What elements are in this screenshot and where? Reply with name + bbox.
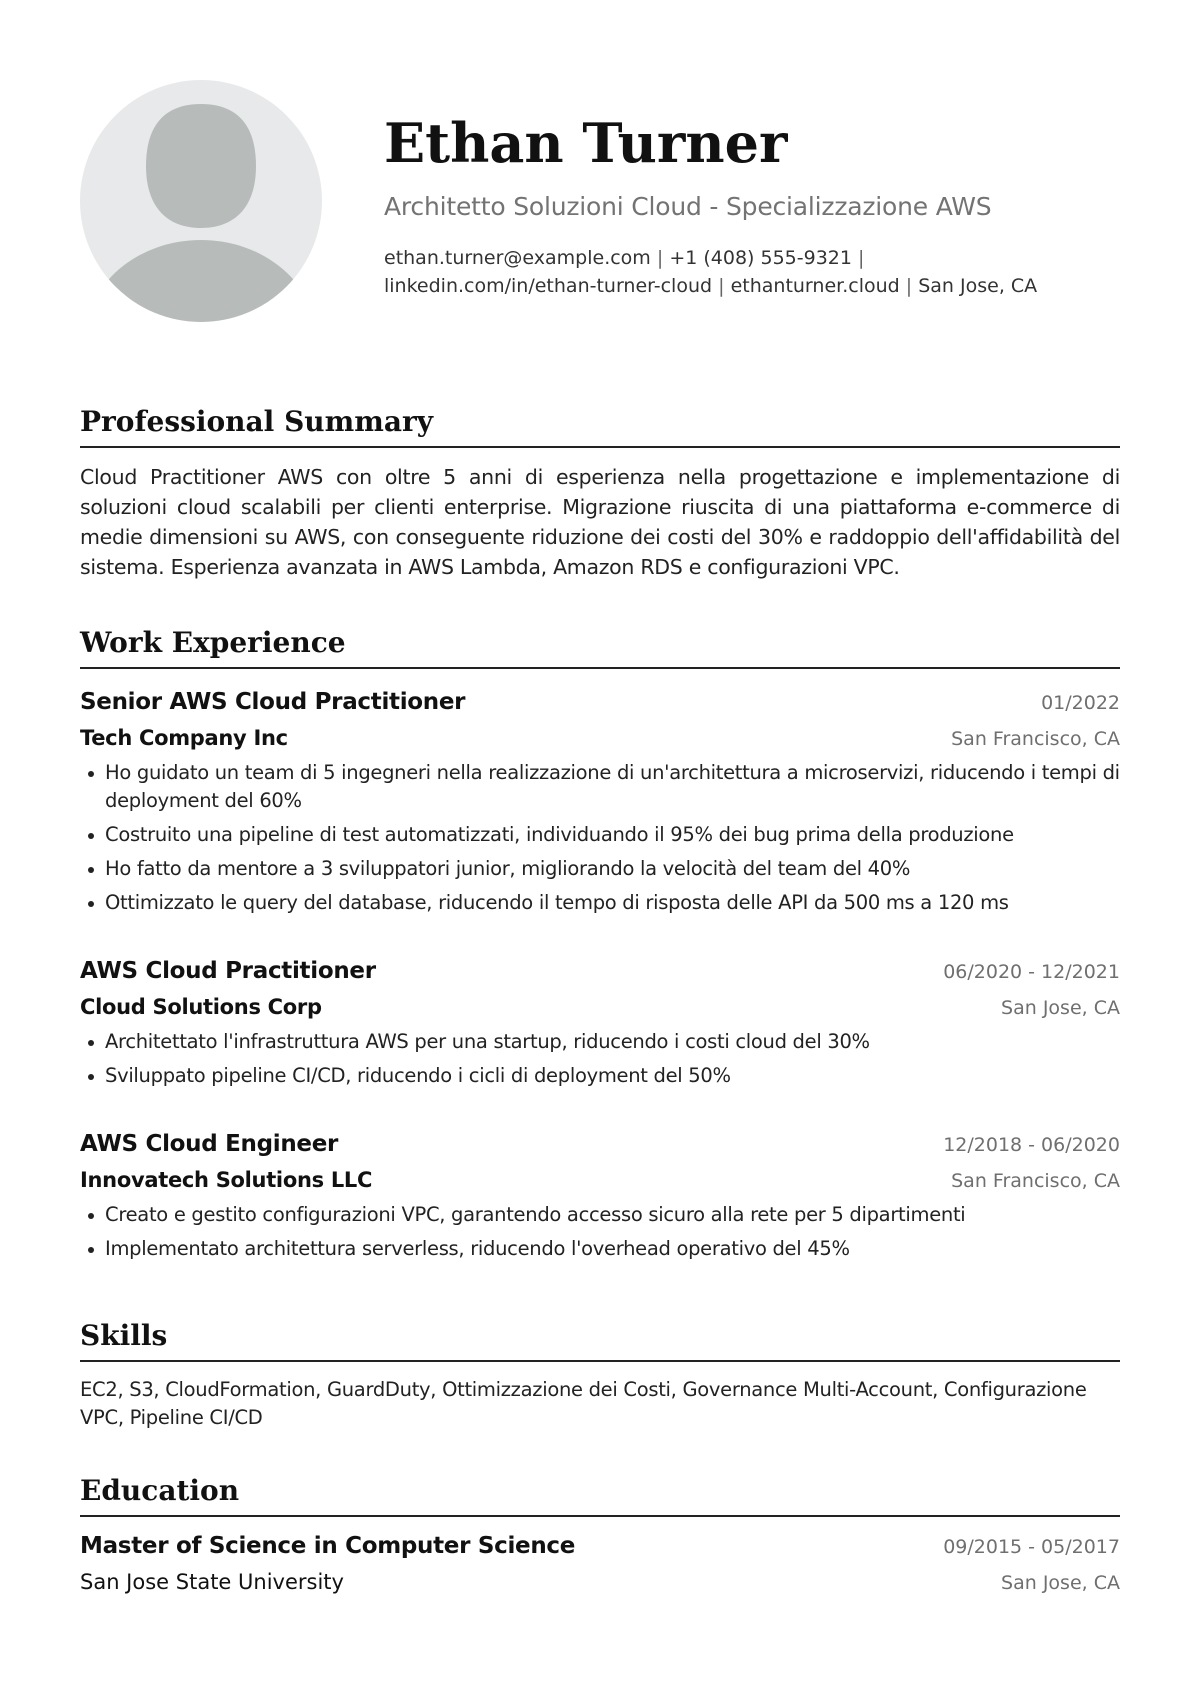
- education-header-row: [80, 1528, 1120, 1565]
- job-entry: [80, 1126, 1120, 1269]
- skills-text: EC2, S3, CloudFormation, GuardDuty, Ottimizzazione dei Costi, Governance Multi-Account, Configurazione VPC, Pipeline CI/CD: [80, 1378, 1087, 1429]
- education-date: 09/2015 - 05/2017: [943, 1536, 1120, 1558]
- job-company-row: [80, 721, 1120, 757]
- school-name: San Jose State University: [80, 1570, 344, 1594]
- candidate-headline: Architetto Soluzioni Cloud - Specializzazione AWS: [384, 192, 992, 221]
- list-item: Ottimizzato le query del database, riducendo il tempo di risposta delle API da 500 ms a 120 ms: [80, 889, 1120, 917]
- list-item: Architettato l'infrastruttura AWS per una startup, riducendo i costi cloud del 30%: [80, 1028, 1120, 1056]
- list-item: Costruito una pipeline di test automatizzati, individuando il 95% dei bug prima della produzione: [80, 821, 1120, 849]
- section-title: Professional Summary: [80, 402, 1120, 448]
- list-item: Creato e gestito configurazioni VPC, garantendo accesso sicuro alla rete per 5 dipartimenti: [80, 1201, 1120, 1229]
- job-location: San Francisco, CA: [951, 728, 1120, 750]
- section-title: Work Experience: [80, 623, 1120, 669]
- list-item: Ho guidato un team di 5 ingegneri nella realizzazione di un'architettura a microservizi, riducendo i tempi di deployment del 60%: [80, 759, 1120, 815]
- user-placeholder-icon: [80, 80, 322, 322]
- job-header-row: [80, 684, 1120, 721]
- education-entry: [80, 1528, 1120, 1601]
- job-date: 12/2018 - 06/2020: [943, 1134, 1120, 1156]
- job-company-row: [80, 1163, 1120, 1199]
- summary-section: [80, 402, 1120, 582]
- section-title: Education: [80, 1471, 1120, 1517]
- list-item: Sviluppato pipeline CI/CD, riducendo i cicli di deployment del 50%: [80, 1062, 1120, 1090]
- job-title: AWS Cloud Engineer: [80, 1131, 339, 1157]
- email-link[interactable]: ethan.turner@example.com: [384, 247, 651, 269]
- job-title: Senior AWS Cloud Practitioner: [80, 689, 466, 715]
- contact-separator: |: [656, 247, 664, 269]
- skills-section: [80, 1316, 1120, 1432]
- company-name: Innovatech Solutions LLC: [80, 1168, 373, 1192]
- avatar-head: [146, 104, 256, 228]
- list-item: Implementato architettura serverless, riducendo l'overhead operativo del 45%: [80, 1235, 1120, 1263]
- location-text: San Jose, CA: [918, 275, 1038, 297]
- experience-section: [80, 623, 1120, 669]
- education-school-row: [80, 1565, 1120, 1601]
- degree-title: Master of Science in Computer Science: [80, 1533, 576, 1559]
- job-location: San Francisco, CA: [951, 1170, 1120, 1192]
- company-name: Cloud Solutions Corp: [80, 995, 322, 1019]
- job-company-row: [80, 990, 1120, 1026]
- company-name: Tech Company Inc: [80, 726, 288, 750]
- job-bullets: [80, 1028, 1120, 1090]
- contact-separator: |: [858, 247, 865, 269]
- section-title: Skills: [80, 1316, 1120, 1362]
- linkedin-link[interactable]: linkedin.com/in/ethan-turner-cloud: [384, 275, 713, 297]
- education-location: San Jose, CA: [1001, 1572, 1120, 1594]
- summary-text: Cloud Practitioner AWS con oltre 5 anni di esperienza nella progettazione e implementazione di soluzioni cloud scalabili per clienti enterprise. Migrazione riuscita di una piattaforma e-commerce di medie dimensioni su AWS, con conseguente riduzione dei costi del 30% e raddoppio dell'affidabilità del sistema. Esperienza avanzata in AWS Lambda, Amazon RDS e configurazioni VPC.: [80, 465, 1120, 579]
- job-entry: [80, 684, 1120, 923]
- job-bullets: [80, 1201, 1120, 1263]
- job-date: 01/2022: [1041, 692, 1120, 714]
- job-entry: [80, 953, 1120, 1096]
- contact-separator: |: [905, 275, 913, 297]
- contact-separator: |: [718, 275, 725, 297]
- education-section: [80, 1471, 1120, 1517]
- list-item: Ho fatto da mentore a 3 sviluppatori junior, migliorando la velocità del team del 40%: [80, 855, 1120, 883]
- candidate-name: Ethan Turner: [384, 111, 788, 175]
- job-bullets: [80, 759, 1120, 917]
- job-location: San Jose, CA: [1001, 997, 1120, 1019]
- job-date: 06/2020 - 12/2021: [943, 961, 1120, 983]
- contact-info: [384, 244, 1084, 300]
- job-title: AWS Cloud Practitioner: [80, 958, 376, 984]
- website-link[interactable]: ethanturner.cloud: [730, 275, 900, 297]
- job-header-row: [80, 953, 1120, 990]
- phone-link[interactable]: +1 (408) 555-9321: [669, 247, 852, 269]
- avatar: [80, 80, 322, 322]
- job-header-row: [80, 1126, 1120, 1163]
